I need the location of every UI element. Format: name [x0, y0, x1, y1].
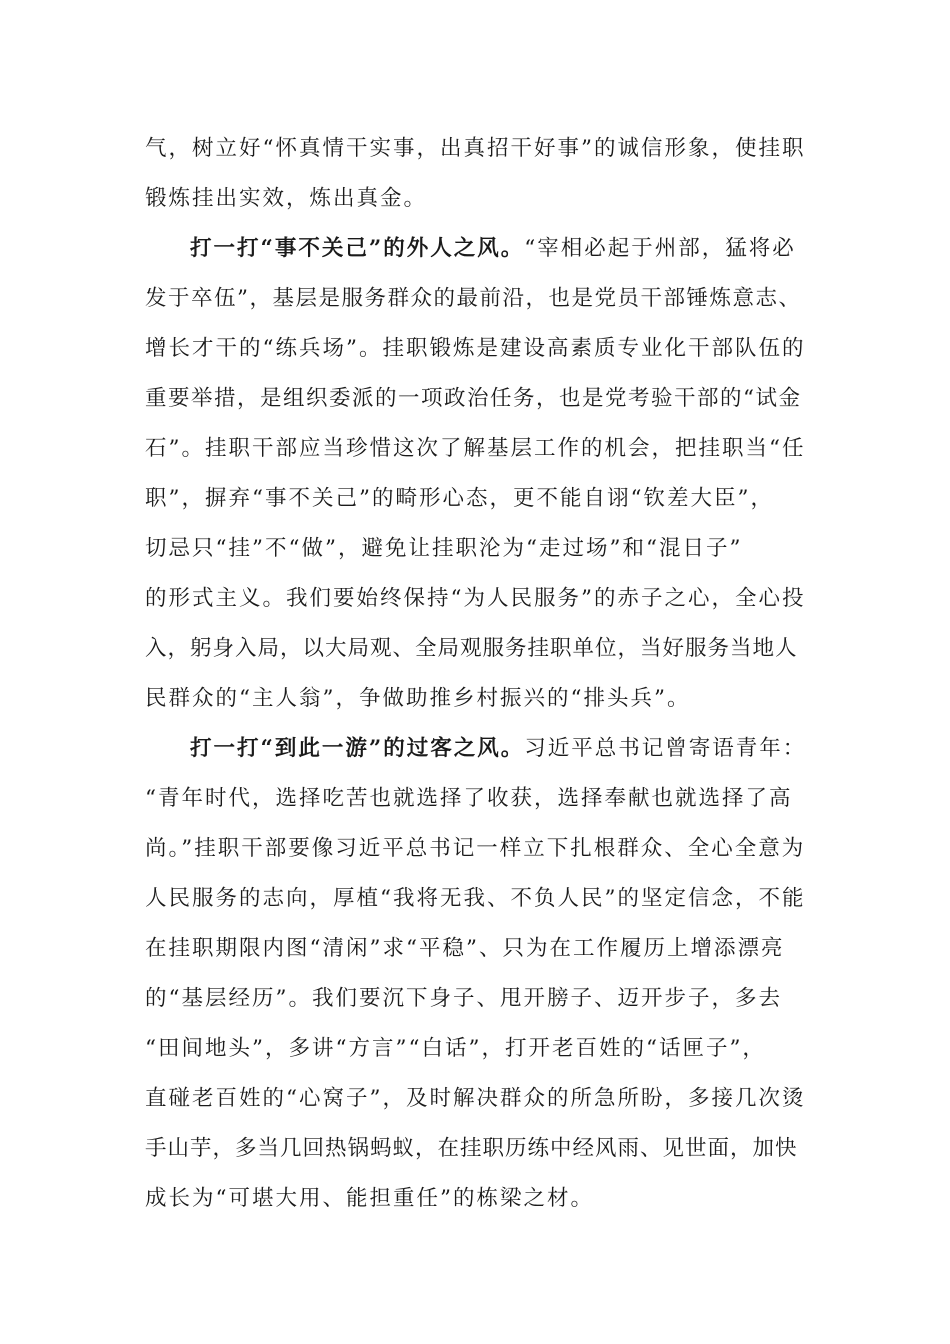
- text-line: 入，躬身入局，以大局观、全局观服务挂职单位，当好服务当地人: [145, 636, 798, 661]
- paragraph-heading: 打一打“到此一游”的过客之风。: [190, 736, 525, 761]
- text-line: 民群众的“主人翁”，争做助推乡村振兴的“排头兵”。: [145, 686, 691, 711]
- text-line: 的“基层经历”。我们要沉下身子、甩开膀子、迈开步子，多去: [145, 986, 782, 1011]
- text-line: 重要举措，是组织委派的一项政治任务，也是党考验干部的“试金: [145, 386, 802, 411]
- text-line: 手山芋，多当几回热锅蚂蚁，在挂职历练中经风雨、见世面，加快: [145, 1136, 798, 1161]
- paragraph-first-line: [190, 734, 806, 764]
- text-line: 石”。挂职干部应当珍惜这次了解基层工作的机会，把挂职当“任: [145, 436, 806, 461]
- text-line: 的形式主义。我们要始终保持“为人民服务”的赤子之心，全心投: [145, 586, 806, 611]
- text-line: 发于卒伍”，基层是服务群众的最前沿，也是党员干部锤炼意志、: [145, 286, 802, 311]
- text-line: “青年时代，选择吃苦也就选择了收获，选择奉献也就选择了高: [145, 786, 793, 811]
- text-line: 气，树立好“怀真情干实事，出真招干好事”的诚信形象，使挂职: [145, 136, 806, 161]
- paragraph-first-line: [190, 234, 796, 264]
- text-line: 尚。”挂职干部要像习近平总书记一样立下扎根群众、全心全意为: [145, 836, 806, 861]
- text-line: 切忌只“挂”不“做”，避免让挂职沦为“走过场”和“混日子”: [145, 536, 743, 561]
- text-run: “宰相必起于州部，猛将必: [524, 236, 796, 261]
- paragraph-heading: 打一打“事不关己”的外人之风。: [190, 236, 525, 261]
- text-line: “田间地头”，多讲“方言”“白话”，打开老百姓的“话匣子”，: [145, 1036, 766, 1061]
- text-line: 直碰老百姓的“心窝子”，及时解决群众的所急所盼，多接几次烫: [145, 1086, 806, 1111]
- text-line: 锻炼挂出实效，炼出真金。: [145, 186, 428, 211]
- text-line: 成长为“可堪大用、能担重任”的栋梁之材。: [145, 1186, 594, 1211]
- text-line: 在挂职期限内图“清闲”求“平稳”、只为在工作履历上增添漂亮: [145, 936, 785, 961]
- text-line: 增长才干的“练兵场”。挂职锻炼是建设高素质专业化干部队伍的: [145, 336, 806, 361]
- text-run: 习近平总书记曾寄语青年：: [524, 736, 807, 761]
- text-line: 人民服务的志向，厚植“我将无我、不负人民”的坚定信念，不能: [145, 886, 806, 911]
- text-line: 职”，摒弃“事不关己”的畸形心态，更不能自诩“钦差大臣”，: [145, 486, 774, 511]
